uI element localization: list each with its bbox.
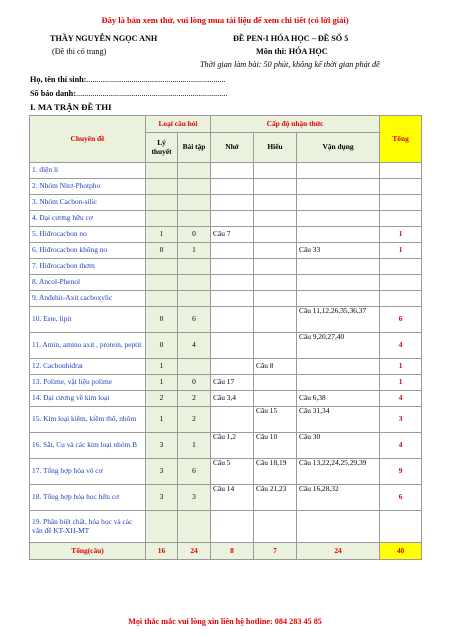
header-topic: Chuyên đề bbox=[30, 116, 146, 163]
total-cell bbox=[380, 291, 422, 307]
header-remember: Nhớ bbox=[211, 133, 254, 163]
table-row bbox=[30, 359, 422, 375]
topic-cell: 18. Tổng hợp hóa học hữu cơ bbox=[30, 485, 146, 511]
exercise-cell bbox=[178, 275, 211, 291]
exercise-cell: 1 bbox=[178, 243, 211, 259]
apply-cell bbox=[297, 511, 380, 543]
total-cell: 1 bbox=[380, 359, 422, 375]
candidate-id-label: Số báo danh: bbox=[30, 89, 76, 98]
apply-cell bbox=[297, 275, 380, 291]
total-cell bbox=[380, 179, 422, 195]
exercise-cell bbox=[178, 291, 211, 307]
total-cell: 1 bbox=[380, 243, 422, 259]
apply-cell: Câu 31,34 bbox=[297, 407, 380, 433]
understand-cell: Câu 18,19 bbox=[254, 459, 297, 485]
exam-title: ĐỀ PEN-I HÓA HỌC – ĐỀ SỐ 5 bbox=[233, 34, 349, 43]
theory-cell: 1 bbox=[146, 227, 178, 243]
total-cell bbox=[380, 195, 422, 211]
topic-cell: 14. Đại cương về kim loại bbox=[30, 391, 146, 407]
remember-cell: Câu 14 bbox=[211, 485, 254, 511]
table-row bbox=[30, 307, 422, 333]
header-question-type: Loại câu hỏi bbox=[146, 116, 211, 133]
total-cell: 1 bbox=[380, 227, 422, 243]
understand-cell bbox=[254, 227, 297, 243]
exercise-cell bbox=[178, 211, 211, 227]
total-cell: 1 bbox=[380, 375, 422, 391]
table-row bbox=[30, 275, 422, 291]
table-row bbox=[30, 407, 422, 433]
header-apply: Vận dụng bbox=[297, 133, 380, 163]
candidate-name-label: Họ, tên thí sinh: bbox=[30, 75, 87, 84]
apply-cell bbox=[297, 291, 380, 307]
understand-cell bbox=[254, 375, 297, 391]
header-theory: Lý thuyết bbox=[146, 133, 178, 163]
exercise-cell bbox=[178, 359, 211, 375]
understand-cell bbox=[254, 179, 297, 195]
table-row bbox=[30, 243, 422, 259]
exercise-cell bbox=[178, 179, 211, 195]
candidate-id-line bbox=[30, 89, 227, 98]
apply-cell: Câu 30 bbox=[297, 433, 380, 459]
remember-cell: Câu 1,2 bbox=[211, 433, 254, 459]
header-level: Cấp độ nhận thức bbox=[211, 116, 380, 133]
topic-cell: 4. Đại cương hữu cơ bbox=[30, 211, 146, 227]
section-title: I. MA TRẬN ĐỀ THI bbox=[30, 102, 112, 112]
table-row bbox=[30, 511, 422, 543]
remember-cell bbox=[211, 259, 254, 275]
understand-cell: Câu 10 bbox=[254, 433, 297, 459]
exercise-cell: 6 bbox=[178, 459, 211, 485]
understand-cell: Câu 15 bbox=[254, 407, 297, 433]
theory-cell: 3 bbox=[146, 485, 178, 511]
apply-cell bbox=[297, 375, 380, 391]
theory-cell: 0 bbox=[146, 243, 178, 259]
understand-cell bbox=[254, 511, 297, 543]
topic-cell: 7. Hiđrocacbon thơm bbox=[30, 259, 146, 275]
apply-cell bbox=[297, 259, 380, 275]
total-cell bbox=[380, 163, 422, 179]
topic-cell: 17. Tổng hợp hóa vô cơ bbox=[30, 459, 146, 485]
total-cell bbox=[380, 275, 422, 291]
table-row bbox=[30, 163, 422, 179]
table-row bbox=[30, 333, 422, 359]
exercise-cell: 3 bbox=[178, 485, 211, 511]
total-cell: 4 bbox=[380, 433, 422, 459]
remember-cell bbox=[211, 195, 254, 211]
theory-cell: 1 bbox=[146, 359, 178, 375]
total-cell: 3 bbox=[380, 407, 422, 433]
remember-cell bbox=[211, 291, 254, 307]
theory-cell bbox=[146, 259, 178, 275]
topic-cell: 9. Anđehit-Axit cacboxylic bbox=[30, 291, 146, 307]
total-grand: 40 bbox=[380, 543, 422, 560]
header-understand: Hiểu bbox=[254, 133, 297, 163]
remember-cell: Câu 3,4 bbox=[211, 391, 254, 407]
preview-banner: Đây là bản xem thử, vui lòng mua tài liệu để xem chi tiết (có lời giải) bbox=[101, 15, 349, 25]
theory-cell bbox=[146, 275, 178, 291]
exercise-cell bbox=[178, 259, 211, 275]
total-apply: 24 bbox=[297, 543, 380, 560]
understand-cell bbox=[254, 195, 297, 211]
theory-cell bbox=[146, 163, 178, 179]
total-cell: 4 bbox=[380, 391, 422, 407]
topic-cell: 11. Amin, amino axit , protein, peptit bbox=[30, 333, 146, 359]
apply-cell: Câu 13,22,24,25,29,39 bbox=[297, 459, 380, 485]
table-row bbox=[30, 459, 422, 485]
remember-cell bbox=[211, 211, 254, 227]
time-note: Thời gian làm bài: 50 phút, không kể thời gian phát đề bbox=[200, 60, 380, 69]
remember-cell bbox=[211, 275, 254, 291]
exercise-cell: 2 bbox=[178, 407, 211, 433]
understand-cell bbox=[254, 211, 297, 227]
subject-label: Môn thi: HÓA HỌC bbox=[256, 47, 328, 56]
remember-cell: Câu 5 bbox=[211, 459, 254, 485]
exercise-cell: 1 bbox=[178, 433, 211, 459]
table-row bbox=[30, 259, 422, 275]
remember-cell: Câu 7 bbox=[211, 227, 254, 243]
exercise-cell bbox=[178, 163, 211, 179]
candidate-name-dots: .................................................................... bbox=[86, 75, 226, 84]
apply-cell bbox=[297, 195, 380, 211]
topic-cell: 15. Kim loại kiềm, kiềm thổ, nhôm bbox=[30, 407, 146, 433]
table-row bbox=[30, 485, 422, 511]
header-total: Tổng bbox=[380, 116, 422, 163]
apply-cell bbox=[297, 211, 380, 227]
remember-cell: Câu 17 bbox=[211, 375, 254, 391]
remember-cell bbox=[211, 511, 254, 543]
theory-cell: 3 bbox=[146, 433, 178, 459]
remember-cell bbox=[211, 163, 254, 179]
apply-cell bbox=[297, 359, 380, 375]
apply-cell bbox=[297, 227, 380, 243]
understand-cell: Câu 8 bbox=[254, 359, 297, 375]
remember-cell bbox=[211, 179, 254, 195]
apply-cell: Câu 16,28,32 bbox=[297, 485, 380, 511]
apply-cell bbox=[297, 163, 380, 179]
theory-cell bbox=[146, 179, 178, 195]
table-row bbox=[30, 195, 422, 211]
exercise-cell bbox=[178, 511, 211, 543]
topic-cell: 12. Cacbonhiđrat bbox=[30, 359, 146, 375]
table-row bbox=[30, 227, 422, 243]
theory-cell bbox=[146, 211, 178, 227]
exercise-cell: 2 bbox=[178, 391, 211, 407]
theory-cell: 1 bbox=[146, 375, 178, 391]
theory-cell bbox=[146, 195, 178, 211]
remember-cell bbox=[211, 407, 254, 433]
total-remember: 8 bbox=[211, 543, 254, 560]
header-exercise: Bài tập bbox=[178, 133, 211, 163]
total-row-label: Tổng(câu) bbox=[30, 543, 146, 560]
understand-cell bbox=[254, 163, 297, 179]
total-exercise: 24 bbox=[178, 543, 211, 560]
table-row bbox=[30, 391, 422, 407]
understand-cell bbox=[254, 291, 297, 307]
apply-cell: Câu 9,20,27,40 bbox=[297, 333, 380, 359]
total-cell bbox=[380, 259, 422, 275]
topic-cell: 10. Este, lipit bbox=[30, 307, 146, 333]
pages-note: (Đề thi có trang) bbox=[52, 47, 107, 56]
understand-cell bbox=[254, 259, 297, 275]
theory-cell: 0 bbox=[146, 307, 178, 333]
theory-cell: 2 bbox=[146, 391, 178, 407]
remember-cell bbox=[211, 307, 254, 333]
exam-matrix-table bbox=[29, 115, 422, 560]
exercise-cell: 4 bbox=[178, 333, 211, 359]
exercise-cell bbox=[178, 195, 211, 211]
table-row bbox=[30, 179, 422, 195]
remember-cell bbox=[211, 359, 254, 375]
remember-cell bbox=[211, 333, 254, 359]
candidate-name-line bbox=[30, 75, 226, 84]
total-understand: 7 bbox=[254, 543, 297, 560]
table-row bbox=[30, 291, 422, 307]
apply-cell: Câu 33 bbox=[297, 243, 380, 259]
apply-cell: Câu 6,38 bbox=[297, 391, 380, 407]
total-cell bbox=[380, 511, 422, 543]
total-cell bbox=[380, 211, 422, 227]
topic-cell: 5. Hiđrocacbon no bbox=[30, 227, 146, 243]
exercise-cell: 0 bbox=[178, 375, 211, 391]
candidate-id-dots: .......................................................................... bbox=[75, 89, 228, 98]
topic-cell: 8. Ancol-Phenol bbox=[30, 275, 146, 291]
theory-cell bbox=[146, 511, 178, 543]
theory-cell: 1 bbox=[146, 407, 178, 433]
table-row bbox=[30, 433, 422, 459]
apply-cell bbox=[297, 179, 380, 195]
topic-cell: 2. Nhóm Nitơ-Photpho bbox=[30, 179, 146, 195]
theory-cell: 3 bbox=[146, 459, 178, 485]
total-cell: 6 bbox=[380, 485, 422, 511]
topic-cell: 19. Phân biệt chất, hóa học và các vấn đề KT-XH-MT bbox=[30, 511, 146, 543]
exercise-cell: 6 bbox=[178, 307, 211, 333]
understand-cell bbox=[254, 275, 297, 291]
understand-cell bbox=[254, 307, 297, 333]
total-cell: 6 bbox=[380, 307, 422, 333]
apply-cell: Câu 11,12,26,35,36,37 bbox=[297, 307, 380, 333]
understand-cell bbox=[254, 243, 297, 259]
topic-cell: 1. điện li bbox=[30, 163, 146, 179]
topic-cell: 13. Polime, vật liệu polime bbox=[30, 375, 146, 391]
topic-cell: 16. Sắt, Cu và các kim loại nhóm B bbox=[30, 433, 146, 459]
understand-cell bbox=[254, 333, 297, 359]
hotline-footer: Mọi thắc mắc vui lòng xin liên hệ hotline: 084 283 45 85 bbox=[128, 617, 322, 626]
understand-cell bbox=[254, 391, 297, 407]
teacher-name: THẦY NGUYỄN NGỌC ANH bbox=[50, 34, 158, 43]
table-row bbox=[30, 211, 422, 227]
exercise-cell: 0 bbox=[178, 227, 211, 243]
topic-cell: 6. Hiđrocacbon không no bbox=[30, 243, 146, 259]
theory-cell: 0 bbox=[146, 333, 178, 359]
table-row bbox=[30, 375, 422, 391]
total-cell: 9 bbox=[380, 459, 422, 485]
understand-cell: Câu 21,23 bbox=[254, 485, 297, 511]
remember-cell bbox=[211, 243, 254, 259]
theory-cell bbox=[146, 291, 178, 307]
total-theory: 16 bbox=[146, 543, 178, 560]
topic-cell: 3. Nhóm Cacbon-silic bbox=[30, 195, 146, 211]
total-cell: 4 bbox=[380, 333, 422, 359]
